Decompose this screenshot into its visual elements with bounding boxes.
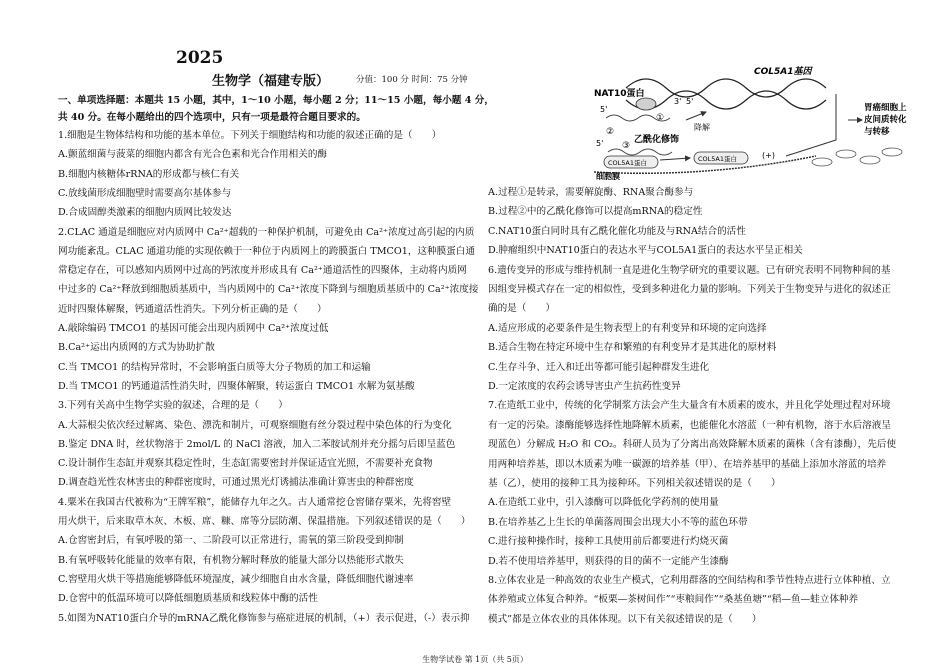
question-line: C.当 TMCO1 的结构异常时，不会影响蛋白质等大分子物质的加工和运输 [58, 361, 371, 373]
page-footer: 生物学试卷 第 1页（共 5页） [422, 655, 528, 664]
protein-box-1-label: COL5A1蛋白 [608, 159, 647, 167]
question-line: 3.下列有关高中生物学实验的叙述，合理的是（ ） [58, 400, 288, 412]
section-heading-line2: 共 40 分。在每小题给出的四个选项中，只有一项是最符合题目要求的。 [58, 112, 366, 123]
question-line: 基（乙），使用的接种工具为接种环。下列相关叙述错误的是（ ） [488, 478, 781, 489]
question-line: A.仓窖密封后，有氧呼吸的第一、二阶段可以正常进行，需氧的第三阶段受到抑制 [58, 535, 404, 547]
question-line: C.进行接种操作时，接种工具使用前后都要进行灼烧灭菌 [488, 536, 729, 548]
question-line: D.仓窖中的低温环境可以降低细胞质基质和线粒体中酶的活性 [58, 593, 318, 605]
nat10-protein-shape [636, 98, 656, 110]
question-line: B.适合生物在特定环境中生存和繁殖的有利变异才是其进化的原材料 [488, 342, 777, 354]
arrow-to-outcome [786, 94, 836, 156]
question-line: A.敲除编码 TMCO1 的基因可能会出现内质网中 Ca²⁺浓度过低 [58, 323, 329, 334]
question-line: 模式”都是立体农业的具体体现。以下有关叙述错误的是（ ） [488, 613, 762, 625]
cell-shape-3 [860, 156, 880, 164]
question-line: B.鉴定 DNA 时，丝状物溶于 2mol/L 的 NaCl 溶液，加入二苯胺试剂并充分摇匀后即呈蓝色 [58, 438, 456, 450]
degrade-arrow [686, 112, 706, 120]
question-line: 体养殖或立体复合种养。“板栗—茶树间作”“枣粮间作”“桑基鱼塘”“稻—鱼—蛙立体种养 [488, 594, 859, 606]
question-line: A.适应形成的必要条件是生物表型上的有利变异和环境的定向选择 [488, 322, 767, 334]
outcome-line-1: 胃癌细胞上 [864, 103, 907, 113]
five-prime-label-2: 5' [686, 97, 694, 106]
question-line: 6.遗传变异的形成与维持机制一直是进化生物学研究的重要议题。已有研究表明不同物种间的基 [488, 264, 891, 276]
five-prime-label-3: 5' [596, 139, 604, 148]
question-line: B.在培养基乙上生长的单菌落周围会出现大小不等的蓝色环带 [488, 516, 748, 528]
question-line: C.生存斗争、迁入和迁出等都可能引起种群发生进化 [488, 361, 710, 373]
question-line: 有一定的污染。漆酶能够选择性地降解木质素，也能催化水溶蓝（一种有机物，溶于水后溶液呈 [488, 419, 891, 431]
step-2-label: ② [606, 127, 615, 137]
question-line: 7.在造纸工业中，传统的化学制浆方法会产生大量含有木质素的废水，并且化学处理过程对环境 [488, 400, 891, 412]
question-line: 近时四聚体解聚，钙通道活性消失。下列分析正确的是（ ） [58, 303, 327, 315]
mechanism-figure [586, 60, 946, 180]
question-line: 现蓝色）分解成 H₂O 和 CO₂。科研人员为了分离出高效降解木质素的菌株（含有漆酶），先后使 [488, 439, 897, 451]
question-line: 1.细胞是生物体结构和功能的基本单位。下列关于细胞结构和功能的叙述正确的是（ ） [58, 130, 442, 141]
outcome-line-2: 皮间质转化 [864, 115, 907, 125]
acetyl-label: 乙酰化修饰 [634, 135, 680, 145]
question-line: 网功能紊乱。CLAC 通道功能的实现依赖于一种位于内质网上的跨膜蛋白 TMCO1，这种膜蛋白通 [58, 245, 475, 257]
question-line: B.细胞内核糖体rRNA的形成都与核仁有关 [58, 168, 240, 180]
question-line: 4.粟米在我国古代被称为“王牌军粮”，能储存九年之久。古人通常挖仓窖储存粟米，先将窖壁 [58, 496, 452, 508]
question-line: A.颤蓝细菌与菠菜的细胞内都含有光合色素和光合作用相关的酶 [58, 149, 328, 161]
question-line: D.若不使用培养基甲，则获得的目的菌不一定能产生漆酶 [488, 555, 729, 567]
question-line: 因组变异模式存在一定的相似性，受到多种进化力量的影响。下列关于生物变异与进化的叙述正 [488, 284, 891, 295]
question-line: 用火烘干，后来取草木灰、木板、席、糠、席等分层防潮、保温措施。下列叙述错误的是（ ） [58, 516, 471, 527]
question-line: D.当 TMCO1 的钙通道活性消失时，四聚体解聚，转运蛋白 TMCO1 水解为氨基酸 [58, 380, 415, 392]
dna-strand-upper [626, 79, 826, 97]
question-line: B.过程②中的乙酰化修饰可以提高mRNA的稳定性 [488, 206, 703, 218]
cell-shape-2 [836, 150, 856, 158]
secretion-arrow [660, 158, 690, 160]
question-line: D.一定浓度的农药会诱导害虫产生抗药性变异 [488, 381, 681, 392]
cell-shape-1 [812, 158, 832, 166]
question-line: B.有氧呼吸转化能量的效率有限，有机物分解时释放的能量大部分以热能形式散失 [58, 554, 404, 566]
degrade-label: 降解 [694, 123, 710, 132]
question-line: C.放线菌形成细胞壁时需要高尔基体参与 [58, 187, 232, 199]
question-line: 2.CLAC 通道是细胞应对内质网中 Ca²⁺超载的一种保护机制，可避免由 Ca²⁺浓度过高引起的内质 [58, 226, 475, 238]
section-heading-line1: 一、单项选择题：本题共 15 小题，其中，1～10 小题，每小题 2 分；11～15 小题，每小题 4 分， [58, 95, 494, 106]
question-line: 8.立体农业是一种高效的农业生产模式，它利用群落的空间结构和季节性特点进行立体种植、立 [488, 575, 891, 586]
question-line: D.肿瘤组织中NAT10蛋白的表达水平与COL5A1蛋白的表达水平呈正相关 [488, 245, 803, 257]
question-line: 常稳定存在，可以感知内质网中过高的钙浓度并形成具有 Ca²⁺通道活性的四聚体，主动将内质网 [58, 265, 467, 277]
three-prime-label-1: 3' [674, 97, 682, 106]
protein-box-2-label: COL5A1蛋白 [698, 155, 737, 163]
question-line: A.过程①是转录，需要解旋酶、RNA聚合酶参与 [488, 187, 694, 198]
question-line: C.NAT10蛋白同时具有乙酰化催化功能及与RNA结合的活性 [488, 225, 746, 237]
exam-title: 生物学（福建专版） [212, 74, 330, 89]
question-line: D.合成固醇类激素的细胞内质网比较发达 [58, 207, 232, 219]
exam-meta: 分值：100 分 时间：75 分钟 [356, 75, 468, 85]
question-line: 确的是（ ） [488, 303, 556, 315]
step-3-label: ③ [622, 141, 631, 151]
outcome-line-3: 与转移 [864, 127, 890, 137]
membrane-label: 细胞膜 [596, 172, 620, 180]
mrna-wave-2 [608, 149, 672, 155]
cell-shape-4 [882, 148, 902, 156]
question-line: 5.如图为NAT10蛋白介导的mRNA乙酰化修饰参与癌症进展的机制，（+）表示促进，（-）表示抑 [58, 612, 470, 624]
question-line: B.Ca²⁺运出内质网的方式为协助扩散 [58, 342, 215, 354]
five-prime-label-1: 5' [600, 105, 608, 114]
protein-label: NAT10蛋白 [594, 89, 645, 99]
exam-year: 2025 [176, 48, 224, 68]
gene-label: COL5A1基因 [754, 67, 812, 77]
step-1-label: ① [656, 113, 665, 123]
question-line: C.窖壁用火烘干等措施能够降低环境湿度，减少细胞自由水含量，降低细胞代谢速率 [58, 573, 414, 585]
question-line: 用两种培养基，即以木质素为唯一碳源的培养基（甲）、在培养基甲的基础上添加水溶蓝的培养 [488, 458, 887, 470]
question-line: 中过多的 Ca²⁺释放到细胞质基质中，当内质网中的 Ca²⁺浓度下降到与细胞质基质中的 Ca²⁺浓度接 [58, 284, 479, 296]
question-line: A.在造纸工业中，引入漆酶可以降低化学药剂的使用量 [488, 497, 719, 509]
plus-label: (+) [762, 151, 775, 160]
question-line: D.调查趋光性农林害虫的种群密度时，可通过黑光灯诱捕法准确计算害虫的种群密度 [58, 477, 414, 489]
question-line: A.大蒜根尖依次经过解离、染色、漂洗和制片，可观察细胞有丝分裂过程中染色体的行为变化 [58, 419, 452, 431]
dna-strand-lower [626, 91, 826, 109]
question-line: C.设计制作生态缸并观察其稳定性时，生态缸需要密封并保证适宜光照，不需要补充食物 [58, 458, 433, 470]
